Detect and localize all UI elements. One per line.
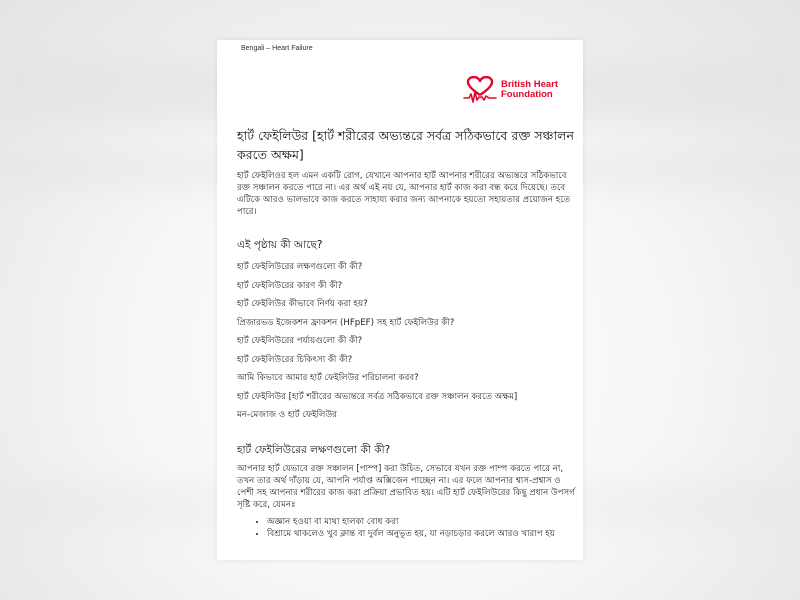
symptoms-heading: হার্ট ফেইলিউরের লক্ষণগুলো কী কী? bbox=[237, 443, 391, 456]
document-page bbox=[217, 40, 583, 560]
bullet-item: • অজ্ঞান হওয়া বা মাথা হালকা বোধ করা bbox=[267, 517, 575, 529]
toc-link-hfpef[interactable]: প্রিজারভড ইজেকশন ফ্রাকশন (HFpEF) সহ হার্ট ফেইলিউর কী? bbox=[237, 317, 455, 328]
toc-link-diagnosis[interactable]: হার্ট ফেইলিউর কীভাবে নির্ণয় করা হয়? bbox=[237, 299, 368, 309]
heart-pulse-icon bbox=[463, 76, 497, 104]
toc-link-heart-failure[interactable]: হার্ট ফেইলিউর [হার্ট শরীরের অভ্যন্তরে সর্বত্র সঠিকভাবে রক্ত সঞ্চালন করতে অক্ষম] bbox=[237, 391, 518, 402]
toc-link-causes[interactable]: হার্ট ফেইলিউরের কারণ কী কী? bbox=[237, 280, 343, 291]
toc-link-stages[interactable]: হার্ট ফেইলিউরের পর্যায়গুলো কী কী? bbox=[237, 336, 363, 346]
document-header-label: Bengali – Heart Failure bbox=[241, 45, 313, 52]
symptoms-bullet-list bbox=[237, 517, 575, 541]
brand-name-line2: Foundation bbox=[501, 89, 553, 100]
page-title: হার্ট ফেইলিউর [হার্ট শরীরের অভ্যন্তরে সর্বত্র সঠিকভাবে রক্ত সঞ্চালন করতে অক্ষম] bbox=[237, 128, 574, 162]
bhf-logo bbox=[463, 76, 558, 104]
intro-paragraph: হার্ট ফেইলিওর হল এমন একটি রোগ, যেখানে আপনার হার্ট আপনার শরীরের অভ্যন্তরে সঠিকভাবে রক্ত সঞ্চালন করতে পারে না। এর অর্থ এই নয় যে, আপনার হার্ট কাজ করা বন্ধ করে দিয়েছে। তবে এটিকে আরও ভালভাবে কাজ করতে সাহায্য করার জন্য আপনাকে হয়তো সহায়তার প্রয়োজন হতে পারে। bbox=[237, 171, 571, 217]
symptoms-paragraph: আপনার হার্ট যেভাবে রক্ত সঞ্চালন [পাম্প] করা উচিত, সেভাবে যখন রক্ত পাম্প করতে পারে না, তখন তার অর্থ দাঁড়ায় যে, আপনি পর্যাপ্ত অক্সিজেন পাচ্ছেন না। এর ফলে আপনার শ্বাস-প্রশ্বাস ও পেশী সহ আপনার শরীরের কাজ করা প্রক্রিয়া প্রভাবিত হয়। এটি হার্ট ফেইলিউরের কিছু প্রধান উপসর্গ সৃষ্টি করে, যেমনঃ bbox=[237, 463, 575, 510]
toc-heading: এই পৃষ্ঠায় কী আছে? bbox=[237, 239, 323, 251]
document-content bbox=[237, 126, 575, 542]
toc-link-treatment[interactable]: হার্ট ফেইলিউরের চিকিৎসা কী কী? bbox=[237, 354, 353, 365]
bullet-item: • বিশ্রামে থাকলেও খুব ক্লান্ত বা দুর্বল অনুভূত হয়, যা নড়াচড়ার করলে আরও খারাপ হয় bbox=[267, 529, 575, 541]
toc-link-management[interactable]: আমি কিভাবে আমার হার্ট ফেইলিউর পরিচালনা করব? bbox=[237, 373, 419, 383]
brand-name bbox=[501, 80, 558, 101]
toc-link-symptoms[interactable]: হার্ট ফেইলিউরের লক্ষণগুলো কী কী? bbox=[237, 262, 363, 272]
table-of-contents bbox=[237, 258, 575, 425]
brand-name-line1: British Heart bbox=[501, 78, 559, 90]
toc-link-mood[interactable]: মন-মেজাজ ও হার্ট ফেইলিউর bbox=[237, 410, 337, 420]
